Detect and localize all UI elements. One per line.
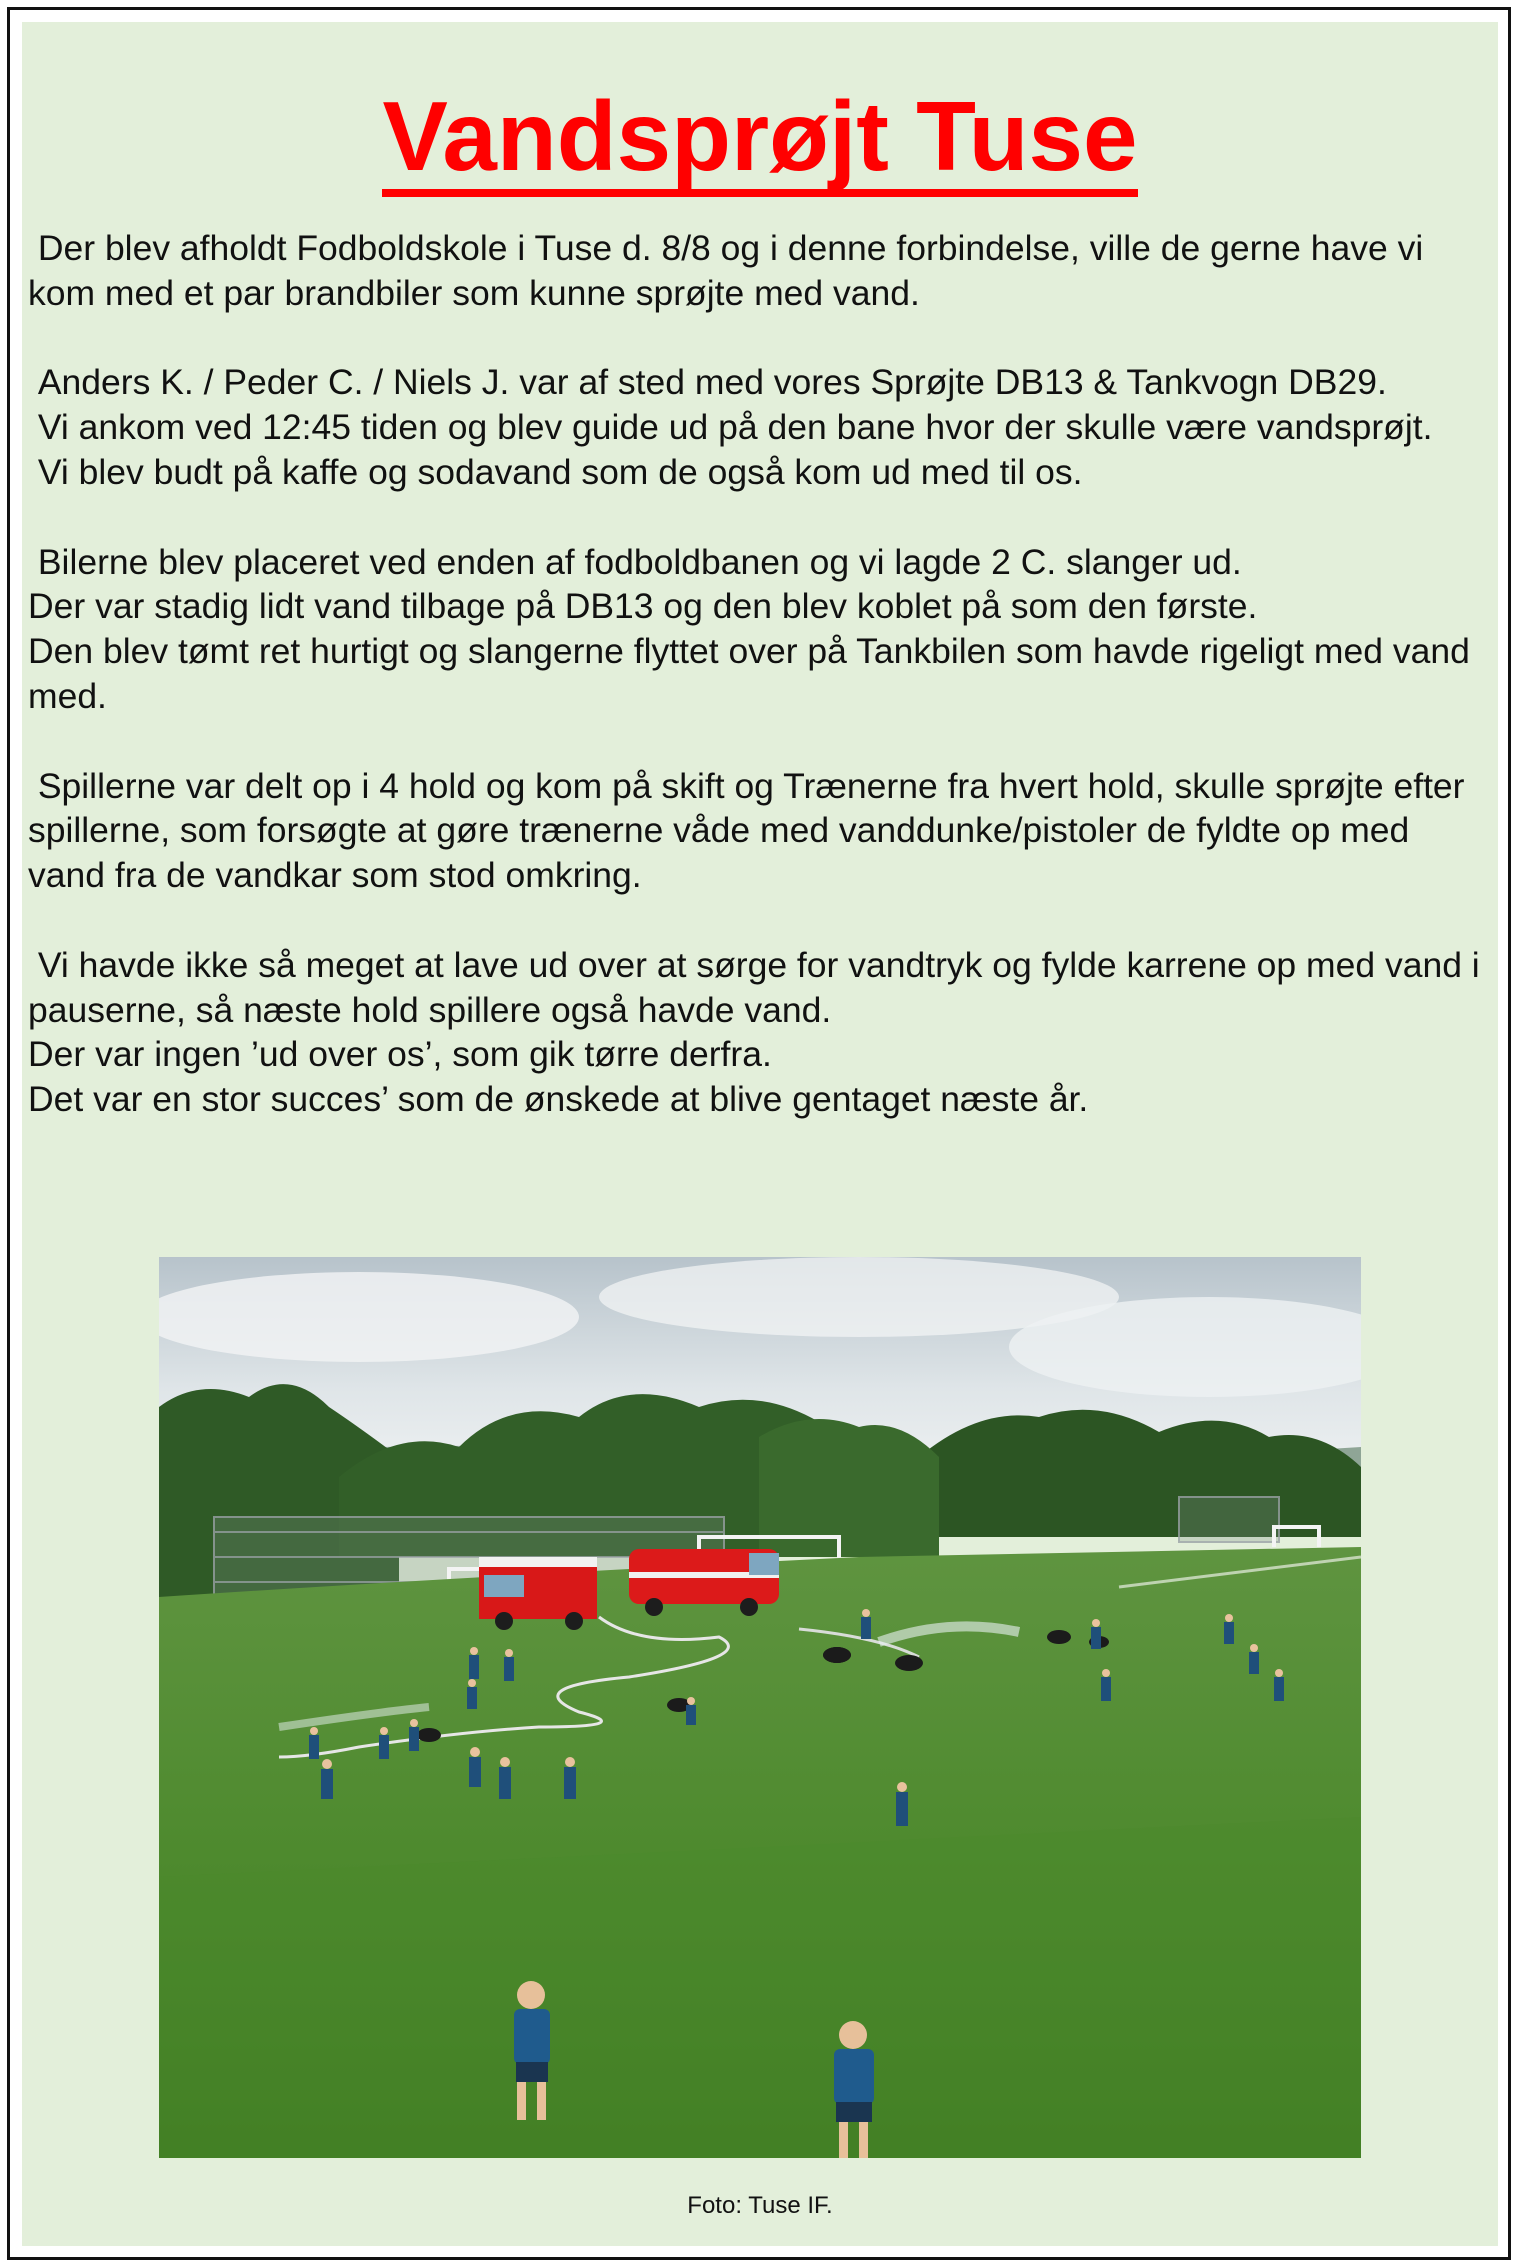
paragraph-crew: Anders K. / Peder C. / Niels J. var af sted med vores Sprøjte DB13 & Tankvogn DB29. — [28, 362, 1387, 403]
article-panel — [22, 22, 1498, 2246]
paragraph-success: Det var en stor succes’ som de ønskede at blive gentaget næste år. — [28, 1079, 1089, 1120]
paragraph-intro: Der blev afholdt Fodboldskole i Tuse d. 8/8 og i denne forbindelse, ville de gerne have vi kom med et par brandbiler som kunne sprøjte med vand. — [28, 228, 1434, 313]
paragraph-players: Spillerne var delt op i 4 hold og kom på skift og Trænerne fra hvert hold, skulle sprøjte efter spillerne, som forsøgte at gøre trænerne våde med vanddunke/pistoler de fyldte op med vand fra de vandkar som stod omkring. — [28, 765, 1475, 896]
page-title — [22, 78, 1498, 197]
photo-caption: Foto: Tuse IF. — [687, 2192, 833, 2219]
paragraph-coffee: Vi blev budt på kaffe og sodavand som de også kom ud med til os. — [28, 451, 1083, 492]
event-photo — [159, 1257, 1361, 2158]
paragraph-arrival: Vi ankom ved 12:45 tiden og blev guide ud på den bane hvor der skulle være vandsprøjt. — [28, 407, 1433, 448]
paragraph-pressure: Vi havde ikke så meget at lave ud over at sørge for vandtryk og fylde karrene op med vand i pauserne, så næste hold spillere også havde vand. — [28, 944, 1490, 1030]
paragraph-spacer — [28, 495, 1494, 540]
title-text: Vandsprøjt Tuse — [382, 87, 1137, 197]
paragraph-spacer — [28, 898, 1494, 943]
paragraph-spacer — [28, 719, 1494, 764]
paragraph-spacer — [28, 316, 1494, 361]
paragraph-tank: Den blev tømt ret hurtigt og slangerne flyttet over på Tankbilen som havde rigeligt med vand med. — [28, 631, 1480, 716]
paragraph-wet: Der var ingen ’ud over os’, som gik tørre derfra. — [28, 1034, 772, 1075]
paragraph-db13: Der var stadig lidt vand tilbage på DB13 og den blev koblet på som den første. — [28, 586, 1258, 627]
article-body — [28, 226, 1494, 1122]
paragraph-placement: Bilerne blev placeret ved enden af fodboldbanen og vi lagde 2 C. slanger ud. — [28, 541, 1242, 582]
